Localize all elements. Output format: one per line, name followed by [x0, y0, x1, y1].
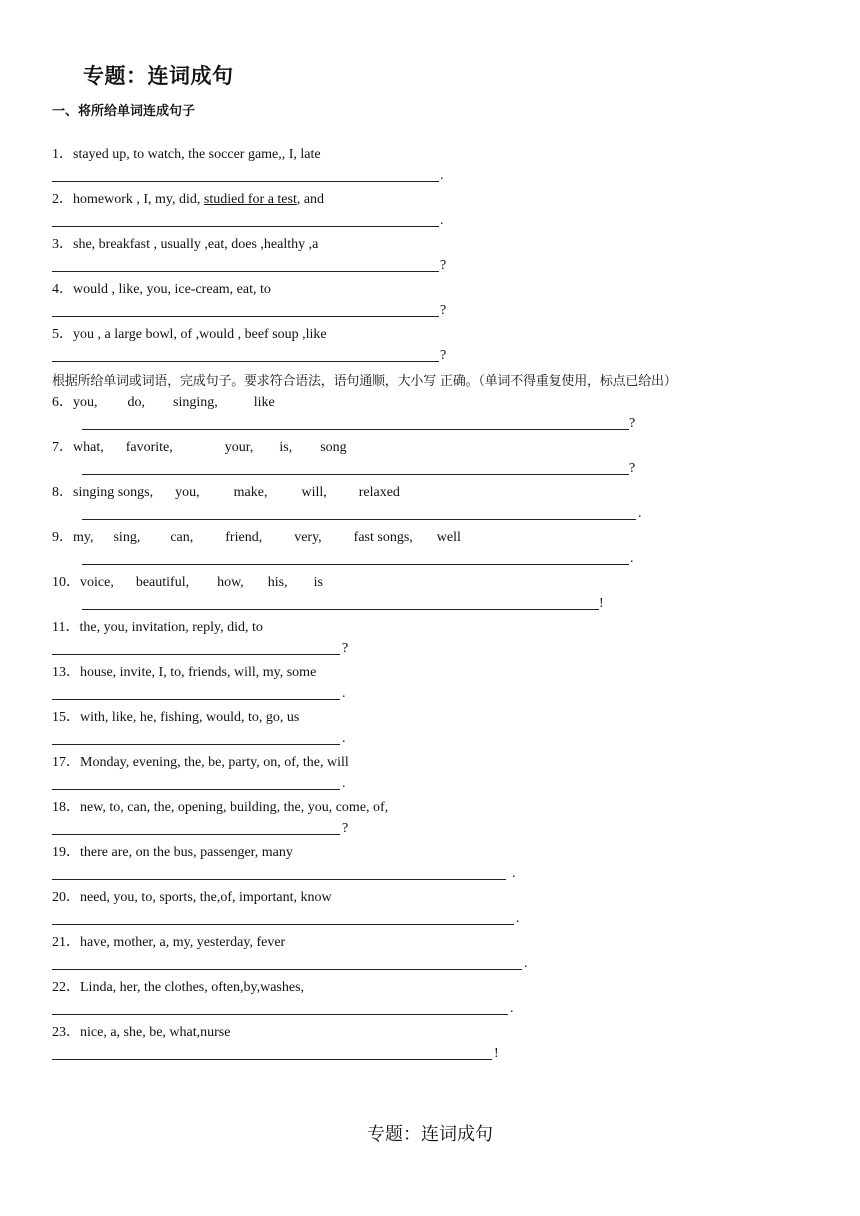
word-list: there are, on the bus, passenger, many: [80, 845, 293, 860]
answer-blank[interactable]: [82, 519, 636, 520]
question-number: 18．: [52, 800, 80, 815]
question-item: [52, 393, 842, 435]
end-punctuation: ?: [342, 641, 349, 656]
word-token: his,: [267, 575, 288, 590]
answer-line: [52, 1000, 842, 1020]
question-number: 17．: [52, 755, 80, 770]
answer-blank[interactable]: [52, 924, 514, 925]
question-item: [52, 1023, 842, 1065]
question-number: 21．: [52, 935, 80, 950]
question-item: [52, 843, 842, 885]
word-list: stayed up, to watch, the soccer game,, I, late: [73, 147, 321, 162]
question-words: [52, 393, 842, 415]
word-list: with, like, he, fishing, would, to, go, us: [80, 710, 300, 725]
answer-line: [52, 640, 842, 660]
word-token: your,: [224, 440, 254, 455]
answer-line: [52, 1045, 842, 1065]
question-number: 11．: [52, 620, 80, 635]
end-punctuation: ?: [342, 821, 349, 836]
answer-blank[interactable]: [52, 699, 340, 700]
end-punctuation: ?: [629, 416, 636, 431]
answer-blank[interactable]: [52, 316, 439, 317]
answer-line: [52, 685, 842, 705]
question-item: [52, 235, 842, 277]
question-number: 19．: [52, 845, 80, 860]
end-punctuation: .: [524, 956, 528, 971]
question-item: [52, 663, 842, 705]
answer-blank[interactable]: [52, 1059, 492, 1060]
question-number: 20．: [52, 890, 80, 905]
question-words: [52, 1023, 842, 1045]
answer-blank[interactable]: [52, 834, 340, 835]
answer-line: [52, 302, 842, 322]
question-item: [52, 280, 842, 322]
word-list: have, mother, a, my, yesterday, fever: [80, 935, 286, 950]
word-token: friend,: [225, 530, 263, 545]
question-item: [52, 708, 842, 750]
answer-line: [52, 910, 842, 930]
word-token: favorite,: [125, 440, 173, 455]
question-item: [52, 438, 842, 480]
word-token: you,: [73, 395, 98, 410]
question-item: [52, 145, 842, 187]
end-punctuation: .: [510, 1001, 514, 1016]
question-number: 23．: [52, 1025, 80, 1040]
answer-line: [52, 865, 842, 885]
question-number: 13．: [52, 665, 80, 680]
end-punctuation: ?: [629, 461, 636, 476]
question-words: [52, 888, 842, 910]
word-token: is: [313, 575, 323, 590]
end-punctuation: .: [512, 866, 516, 881]
question-item: [52, 325, 842, 367]
answer-line: [52, 460, 842, 480]
question-number: 1．: [52, 147, 73, 162]
question-number: 7．: [52, 440, 73, 455]
answer-blank[interactable]: [52, 654, 340, 655]
word-list: house, invite, I, to, friends, will, my, some: [80, 665, 317, 680]
answer-blank[interactable]: [52, 1014, 508, 1015]
word-list: need, you, to, sports, the,of, important, know: [80, 890, 332, 905]
question-number: 9．: [52, 530, 73, 545]
question-number: 5．: [52, 327, 73, 342]
word-list: the, you, invitation, reply, did, to: [79, 620, 263, 635]
question-words: [52, 325, 842, 347]
answer-blank[interactable]: [52, 226, 439, 227]
end-punctuation: .: [440, 168, 444, 183]
question-words: [52, 708, 842, 730]
end-punctuation: !: [599, 596, 604, 611]
word-token: how,: [217, 575, 244, 590]
question-words: [52, 190, 842, 212]
word-token: will,: [301, 485, 327, 500]
question-words: [52, 933, 842, 955]
word-token: well: [436, 530, 461, 545]
answer-line: [52, 820, 842, 840]
word-list: , and: [296, 192, 325, 207]
question-words: [52, 798, 842, 820]
question-number: 22．: [52, 980, 80, 995]
end-punctuation: ?: [440, 348, 447, 363]
question-item: [52, 798, 842, 840]
word-token: voice,: [80, 575, 114, 590]
end-punctuation: ?: [440, 258, 447, 273]
word-token: very,: [294, 530, 322, 545]
word-list: Linda, her, the clothes, often,by,washes,: [80, 980, 305, 995]
answer-blank[interactable]: [52, 789, 340, 790]
end-punctuation: ?: [440, 303, 447, 318]
word-list: would , like, you, ice-cream, eat, to: [73, 282, 271, 297]
question-item: [52, 573, 842, 615]
word-token: singing songs,: [73, 485, 154, 500]
word-token: song: [320, 440, 347, 455]
instructions: 根据所给单词或词语，完成句子。要求符合语法，语句通顺，大小写 正确。（单词不得重复使用，标点已给出）: [52, 374, 677, 389]
answer-blank[interactable]: [82, 474, 629, 475]
word-token: can,: [170, 530, 194, 545]
word-token: relaxed: [358, 485, 400, 500]
question-number: 3．: [52, 237, 73, 252]
question-number: 10．: [52, 575, 80, 590]
word-token: do,: [127, 395, 145, 410]
answer-line: [52, 595, 842, 615]
question-item: [52, 753, 842, 795]
word-token: sing,: [113, 530, 141, 545]
question-item: [52, 978, 842, 1020]
end-punctuation: .: [440, 213, 444, 228]
word-list: she, breakfast , usually ,eat, does ,healthy ,a: [73, 237, 319, 252]
question-words: [52, 618, 842, 640]
question-item: [52, 483, 842, 525]
question-words: [52, 753, 842, 775]
answer-line: [52, 415, 842, 435]
answer-line: [52, 955, 842, 975]
question-words: [52, 438, 842, 460]
question-words: [52, 483, 842, 505]
question-words: [52, 663, 842, 685]
word-list: you , a large bowl, of ,would , beef soup ,like: [73, 327, 327, 342]
end-punctuation: .: [516, 911, 520, 926]
word-token: make,: [233, 485, 268, 500]
word-token: my,: [73, 530, 94, 545]
word-list: Monday, evening, the, be, party, on, of, the, will: [80, 755, 349, 770]
word-token: what,: [73, 440, 104, 455]
answer-blank[interactable]: [52, 879, 506, 880]
end-punctuation: .: [342, 731, 346, 746]
word-token: singing,: [173, 395, 218, 410]
page-title: 专题：连词成句: [83, 64, 234, 88]
word-token: beautiful,: [135, 575, 190, 590]
answer-line: [52, 212, 842, 232]
question-item: [52, 190, 842, 232]
underlined-phrase: studied for a test: [203, 192, 297, 207]
answer-blank[interactable]: [82, 609, 599, 610]
answer-line: [52, 167, 842, 187]
end-punctuation: .: [630, 551, 634, 566]
question-item: [52, 888, 842, 930]
answer-line: [52, 730, 842, 750]
answer-blank[interactable]: [82, 564, 629, 565]
question-words: [52, 573, 842, 595]
end-punctuation: .: [342, 776, 346, 791]
page-footer: 专题：连词成句: [367, 1124, 493, 1145]
question-words: [52, 235, 842, 257]
end-punctuation: !: [494, 1046, 499, 1061]
answer-blank[interactable]: [52, 744, 340, 745]
question-words: [52, 843, 842, 865]
answer-line: [52, 550, 842, 570]
question-number: 6．: [52, 395, 73, 410]
word-list: homework , I, my, did,: [73, 192, 204, 207]
question-number: 2．: [52, 192, 73, 207]
end-punctuation: .: [638, 506, 642, 521]
question-words: [52, 978, 842, 1000]
section-heading: 一、将所给单词连成句子: [52, 104, 196, 119]
answer-blank[interactable]: [52, 969, 522, 970]
question-item: [52, 528, 842, 570]
question-item: [52, 933, 842, 975]
word-token: is,: [279, 440, 293, 455]
end-punctuation: .: [342, 686, 346, 701]
question-words: [52, 528, 842, 550]
answer-line: [52, 257, 842, 277]
word-token: like: [253, 395, 275, 410]
answer-blank[interactable]: [52, 361, 439, 362]
word-token: you,: [175, 485, 200, 500]
answer-line: [52, 775, 842, 795]
answer-blank[interactable]: [82, 429, 629, 430]
answer-blank[interactable]: [52, 271, 439, 272]
question-words: [52, 280, 842, 302]
question-item: [52, 618, 842, 660]
word-list: new, to, can, the, opening, building, the, you, come, of,: [80, 800, 389, 815]
word-list: nice, a, she, be, what,nurse: [80, 1025, 231, 1040]
question-words: [52, 145, 842, 167]
question-number: 4．: [52, 282, 73, 297]
question-number: 8．: [52, 485, 73, 500]
answer-line: [52, 347, 842, 367]
answer-line: [52, 505, 842, 525]
question-number: 15．: [52, 710, 80, 725]
answer-blank[interactable]: [52, 181, 439, 182]
word-token: fast songs,: [353, 530, 413, 545]
